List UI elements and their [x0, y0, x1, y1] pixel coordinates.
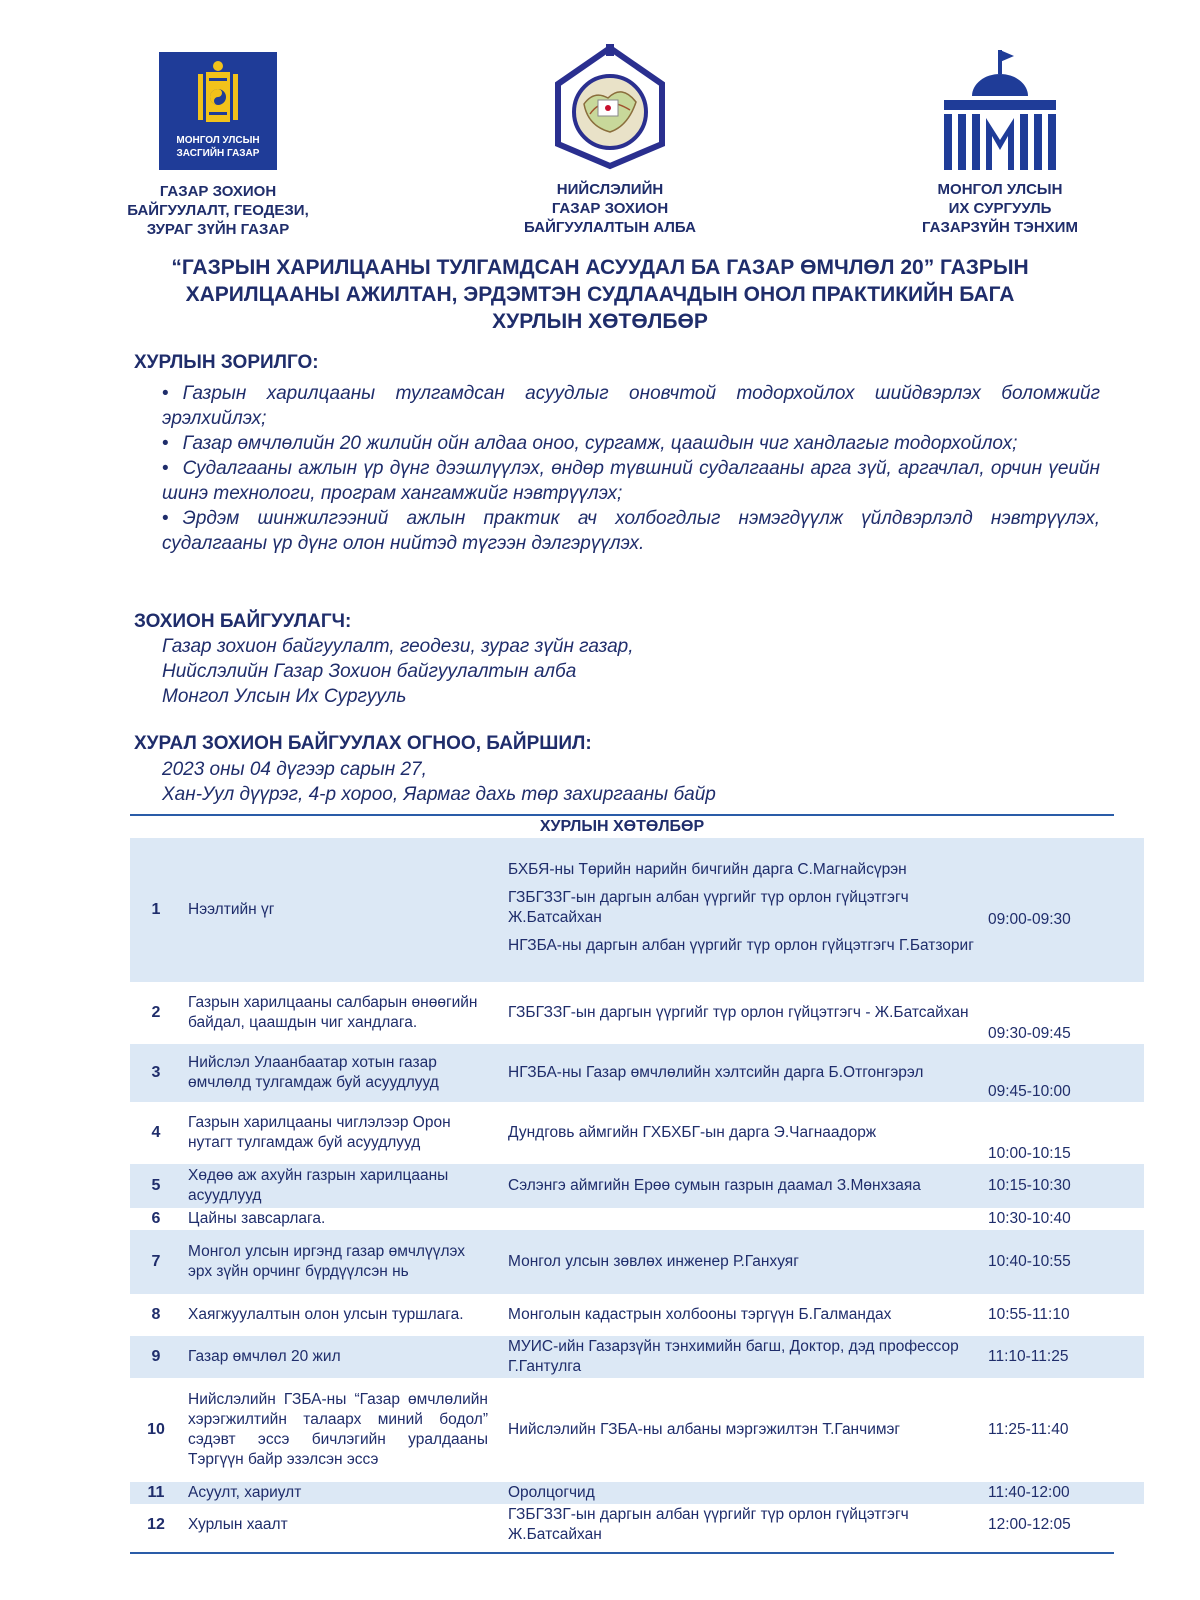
- ngzba-emblem-icon: [550, 44, 670, 170]
- schedule-table: [130, 838, 1144, 1546]
- speaker: БХБЯ-ны Төрийн нарийн бичгийн дарга С.Магнайсүрэн: [508, 861, 907, 878]
- document-title: “ГАЗРЫН ХАРИЛЦААНЫ ТУЛГАМДСАН АСУУДАЛ БА ГАЗАР ӨМЧЛӨЛ 20” ГАЗРЫН ХАРИЛЦААНЫ АЖИЛТАН, ЭРДЭМТЭН СУДЛААЧДЫН ОНОЛ ПРАКТИКИЙН БАГА ХУРЛЫН ХӨТӨЛБӨР: [171, 256, 1029, 333]
- row-number: 6: [151, 1210, 161, 1227]
- table-row: [130, 1378, 1144, 1482]
- row-topic: Газар өмчлөл 20 жил: [182, 1336, 494, 1378]
- goal-item: • Эрдэм шинжилгээний ажлын практик ач холбогдлыг нэмэгдүүлж үйлдвэрлэлд нэвтрүүлэх, судалгааны үр дүнг олон нийтэд түгээн дэлгэрүүлэх.: [162, 508, 1100, 554]
- government-logo: [118, 44, 318, 239]
- speaker: НГЗБА-ны Газар өмчлөлийн хэлтсийн дарга Б.Отгонгэрэл: [508, 1064, 924, 1081]
- row-number: 4: [151, 1124, 161, 1141]
- row-topic: Монгол улсын иргэнд газар өмчлүүлэх эрх зүйн орчинг бүрдүүлсэн нь: [182, 1230, 494, 1294]
- row-number: 3: [130, 1044, 182, 1102]
- row-number: 7: [130, 1230, 182, 1294]
- row-speakers: [494, 1208, 984, 1230]
- row-topic: Цайны завсарлага.: [188, 1210, 326, 1227]
- speaker: ГЗБГЗЗГ-ын даргын албан үүргийг түр орлон гүйцэтгэгч Ж.Батсайхан: [508, 1506, 909, 1543]
- row-time: 11:10-11:25: [984, 1336, 1144, 1378]
- organizers-heading: ЗОХИОН БАЙГУУЛАГЧ:: [134, 611, 352, 632]
- row-speakers: [494, 1504, 984, 1546]
- logos-header: [0, 44, 1200, 244]
- table-row: [130, 1482, 1144, 1504]
- row-speakers: [494, 1102, 984, 1164]
- row-speakers: [494, 1482, 984, 1504]
- speaker: Монгол улсын зөвлөх инженер Р.Ганхуяг: [508, 1253, 799, 1270]
- row-number: 10: [147, 1421, 165, 1438]
- speaker: Нийслэлийн ГЗБА-ны албаны мэргэжилтэн Т.Ганчимэг: [508, 1421, 901, 1438]
- table-row: [130, 1336, 1144, 1378]
- row-time: 10:40-10:55: [984, 1230, 1144, 1294]
- row-time: 09:45-10:00: [984, 1044, 1144, 1102]
- schedule-heading: ХУРЛЫН ХӨТӨЛБӨР: [130, 814, 1114, 838]
- logo-caption-center: НИЙСЛЭЛИЙН ГАЗАР ЗОХИОН БАЙГУУЛАЛТЫН АЛБА: [524, 181, 696, 236]
- table-row: [130, 1208, 1144, 1230]
- table-row: [130, 1044, 1144, 1102]
- logo-caption-right: МОНГОЛ УЛСЫН ИХ СУРГУУЛЬ ГАЗАРЗҮЙН ТЭНХИМ: [922, 181, 1078, 236]
- table-row: [130, 1504, 1144, 1546]
- row-speakers: [494, 1294, 984, 1336]
- speaker: Дундговь аймгийн ГХБХБГ-ын дарга Э.Чагнаадорж: [508, 1124, 877, 1141]
- row-topic: Нээлтийн үг: [182, 838, 494, 982]
- row-number: 5: [130, 1164, 182, 1208]
- row-speakers: [494, 838, 984, 982]
- row-speakers: [494, 1044, 984, 1102]
- row-number: 8: [151, 1306, 161, 1323]
- organizer-line: Монгол Улсын Их Сургууль: [162, 686, 407, 707]
- organizer-line: Газар зохион байгуулалт, геодези, зураг зүйн газар,: [162, 636, 634, 657]
- speaker: Сэлэнгэ аймгийн Ерөө сумын газрын даамал З.Мөнхзаяа: [508, 1177, 921, 1194]
- goals-heading: ХУРЛЫН ЗОРИЛГО:: [134, 352, 319, 373]
- row-speakers: [494, 982, 984, 1044]
- organizers-list: [162, 634, 634, 709]
- row-number: 1: [130, 838, 182, 982]
- university-building-icon: [930, 44, 1070, 170]
- row-topic: Хөдөө аж ахуйн газрын харилцааны асуудлууд: [182, 1164, 494, 1208]
- muis-logo: [900, 44, 1100, 237]
- soyombo-icon: [198, 60, 238, 130]
- table-row: [130, 838, 1144, 982]
- table-row: [130, 1230, 1144, 1294]
- speaker: ГЗБГЗЗГ-ын даргын албан үүргийг түр орлон гүйцэтгэгч Ж.Батсайхан: [508, 889, 909, 926]
- goals-list: [162, 381, 1100, 556]
- table-row: [130, 1102, 1144, 1164]
- table-bottom-rule: [130, 1552, 1114, 1554]
- row-time: 09:30-09:45: [988, 1025, 1071, 1042]
- row-time: 12:00-12:05: [988, 1516, 1071, 1533]
- row-speakers: [494, 1164, 984, 1208]
- table-row: [130, 1294, 1144, 1336]
- row-number: 2: [151, 1004, 161, 1021]
- speaker: НГЗБА-ны даргын албан үүргийг түр орлон гүйцэтгэгч Г.Батзориг: [508, 937, 974, 954]
- venue-heading: ХУРАЛ ЗОХИОН БАЙГУУЛАХ ОГНОО, БАЙРШИЛ:: [134, 733, 592, 754]
- row-time: 11:40-12:00: [984, 1482, 1144, 1504]
- row-topic: Газрын харилцааны салбарын өнөөгийн байдал, цаашдын чиг хандлага.: [188, 994, 478, 1031]
- venue-details: [162, 757, 716, 807]
- row-speakers: [494, 1230, 984, 1294]
- row-speakers: [494, 1336, 984, 1378]
- government-emblem: [159, 52, 277, 170]
- venue-date: 2023 оны 04 дүгээр сарын 27,: [162, 759, 427, 780]
- row-topic: Асуулт, хариулт: [182, 1482, 494, 1504]
- ngzba-logo: [510, 44, 710, 237]
- table-row: [130, 1164, 1144, 1208]
- row-topic: Газрын харилцааны чиглэлээр Орон нутагт тулгамдаж буй асуудлууд: [188, 1114, 451, 1151]
- row-topic: Нийслэлийн ГЗБА-ны “Газар өмчлөлийн хэрэгжилтийн талаарх миний бодол” сэдэвт эссэ бичлэгийн уралдааны Тэргүүн байр эзэлсэн эссэ: [188, 1391, 488, 1468]
- speaker: Оролцогчид: [508, 1484, 595, 1501]
- row-number: 9: [130, 1336, 182, 1378]
- row-speakers: [494, 1378, 984, 1482]
- row-time: 10:15-10:30: [984, 1164, 1144, 1208]
- row-time: 10:30-10:40: [988, 1210, 1071, 1227]
- row-topic: Хаягжуулалтын олон улсын туршлага.: [188, 1306, 464, 1323]
- row-time: 10:55-11:10: [988, 1306, 1070, 1323]
- speaker: ГЗБГЗЗГ-ын даргын үүргийг түр орлон гүйцэтгэгч - Ж.Батсайхан: [508, 1004, 969, 1021]
- row-topic: Хурлын хаалт: [188, 1516, 288, 1533]
- goal-item: • Газар өмчлөлийн 20 жилийн ойн алдаа оноо, сургамж, цаашдын чиг хандлагыг тодорхойлох;: [162, 433, 1018, 454]
- logo-caption-left: ГАЗАР ЗОХИОН БАЙГУУЛАЛТ, ГЕОДЕЗИ, ЗУРАГ ЗҮЙН ГАЗАР: [127, 183, 309, 238]
- speaker: МУИС-ийн Газарзүйн тэнхимийн багш, Доктор, дэд профессор Г.Гантулга: [508, 1338, 959, 1375]
- row-topic: Нийслэл Улаанбаатар хотын газар өмчлөлд тулгамдаж буй асуудлууд: [182, 1044, 494, 1102]
- row-time: 10:00-10:15: [988, 1145, 1071, 1162]
- row-time: 09:00-09:30: [984, 838, 1144, 982]
- row-number: 11: [130, 1482, 182, 1504]
- row-number: 12: [147, 1516, 165, 1533]
- table-row: [130, 982, 1144, 1044]
- speaker: Монголын кадастрын холбооны тэргүүн Б.Галмандах: [508, 1306, 892, 1323]
- goal-item: • Судалгааны ажлын үр дүнг дээшлүүлэх, өндөр түвшний судалгааны арга зүй, аргачлал, орчин үеийн шинэ технологи, програм хангамжийг нэвтрүүлэх;: [162, 458, 1100, 504]
- row-time: 11:25-11:40: [988, 1421, 1069, 1438]
- goal-item: • Газрын харилцааны тулгамдсан асуудлыг оновчтой тодорхойлох шийдвэрлэх боломжийг эрэлхийлэх;: [162, 383, 1100, 429]
- organizer-line: Нийслэлийн Газар Зохион байгуулалтын алба: [162, 661, 577, 682]
- venue-location: Хан-Уул дүүрэг, 4-р хороо, Яармаг дахь төр захиргааны байр: [162, 784, 716, 805]
- emblem-text: МОНГОЛ УЛСЫН ЗАСГИЙН ГАЗАР: [176, 135, 260, 159]
